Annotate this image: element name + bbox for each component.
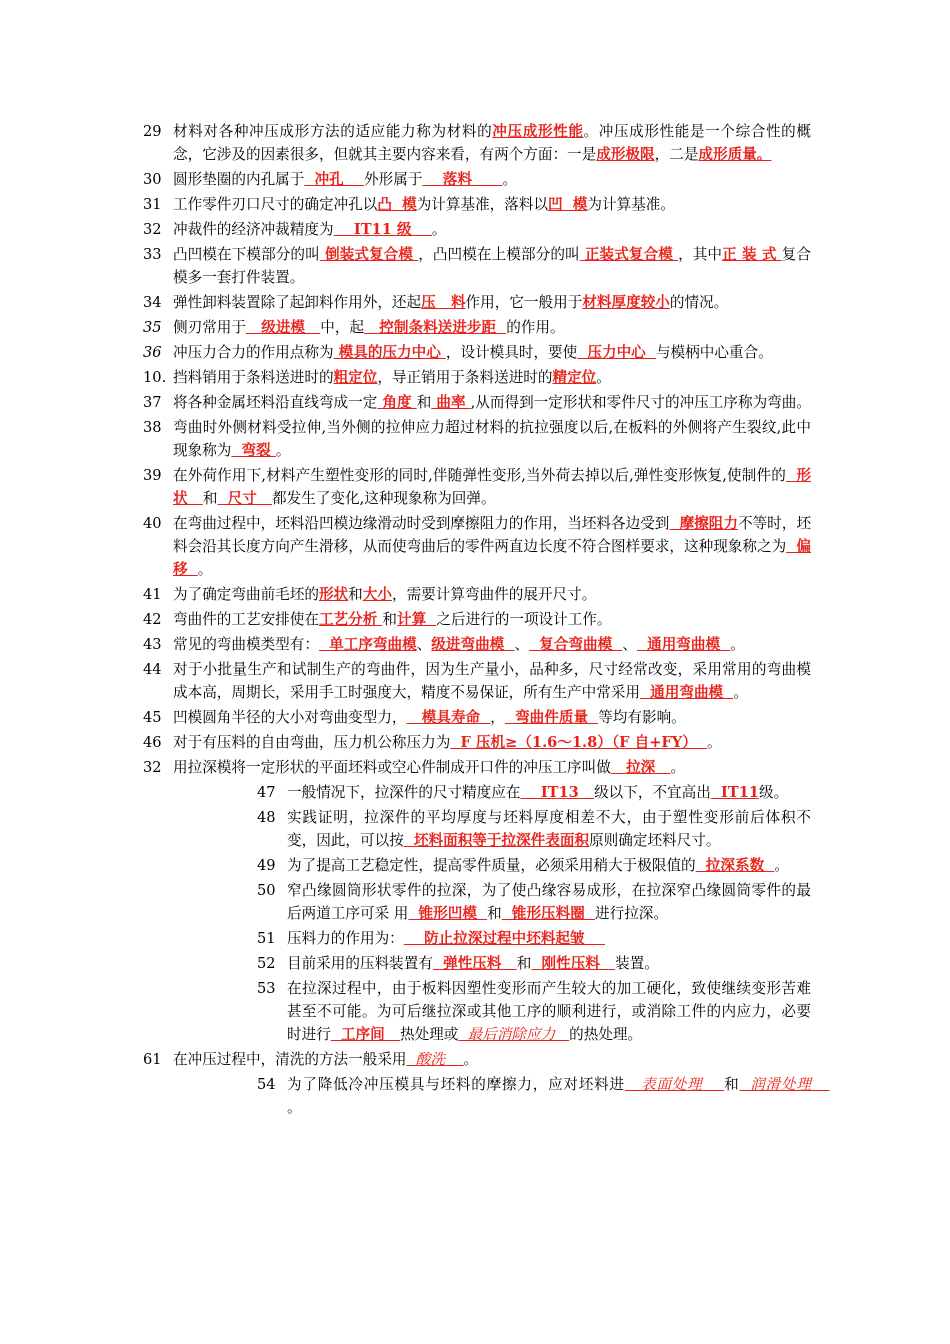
question-item bbox=[143, 706, 811, 729]
question-item bbox=[143, 243, 811, 289]
question-text: 和 bbox=[724, 1076, 740, 1093]
question-number: 34 bbox=[143, 294, 162, 311]
question-number: 48 bbox=[257, 809, 276, 826]
question-text: 、 bbox=[416, 636, 432, 653]
question-text: 。 bbox=[197, 561, 213, 578]
question-item bbox=[143, 291, 811, 314]
question-text: 。 bbox=[670, 759, 686, 776]
question-item bbox=[143, 464, 811, 510]
question-number: 30 bbox=[143, 171, 162, 188]
answer-blank: 冲压成形性能 bbox=[492, 123, 584, 140]
question-text: 凸凹模在下模部分的叫 bbox=[173, 246, 320, 263]
question-item bbox=[143, 731, 811, 754]
answer-blank: IT11 级 bbox=[333, 221, 432, 238]
question-text: 弯曲件的工艺安排使在 bbox=[173, 611, 319, 628]
question-number: 41 bbox=[143, 586, 162, 603]
question-item bbox=[143, 218, 811, 241]
question-text: 和 bbox=[516, 955, 532, 972]
answer-blank: 锥形凹模 bbox=[408, 905, 488, 922]
question-item bbox=[143, 120, 811, 166]
question-text: 的热处理。 bbox=[569, 1026, 643, 1043]
question-text: 进行拉深。 bbox=[595, 905, 668, 922]
answer-blank: 复合弯曲模 bbox=[529, 636, 623, 653]
question-text: 装置。 bbox=[615, 955, 659, 972]
question-text: 窄凸缘圆筒形状零件的拉深，为了使凸缘容易成形，在拉深窄凸缘圆筒零件的最后两道工序可采 用 bbox=[287, 882, 811, 922]
answer-blank: 刚性压料 bbox=[531, 955, 616, 972]
question-text: 不等时，坯料会沿其长度方向产生滑移，从而使弯曲后的零件两直边长度不符合图样要求，这种现象称之为 bbox=[173, 515, 811, 555]
question-item bbox=[143, 608, 811, 631]
answer-blank: IT13 bbox=[520, 784, 595, 801]
question-item bbox=[143, 168, 811, 191]
question-text: 。 bbox=[730, 636, 745, 653]
question-item bbox=[257, 927, 811, 950]
answer-blank: 坯料面积等于拉深件表面积 bbox=[403, 832, 590, 849]
question-item bbox=[143, 633, 811, 656]
question-text: 和 bbox=[487, 905, 502, 922]
question-text: 为计算基准。 bbox=[587, 196, 675, 213]
question-text: 与模柄中心重合。 bbox=[655, 344, 773, 361]
question-number: 10. bbox=[143, 369, 167, 386]
question-text: 的情况。 bbox=[669, 294, 729, 311]
question-item bbox=[257, 781, 811, 804]
question-item bbox=[143, 341, 811, 364]
question-number: 32 bbox=[143, 759, 162, 776]
answer-blank: 材料厚度较小 bbox=[582, 294, 670, 311]
question-text: 。 bbox=[463, 1051, 479, 1068]
answer-blank: 表面处理 bbox=[624, 1076, 725, 1093]
answer-blank: 级进弯曲模 bbox=[431, 636, 515, 653]
answer-blank: 工艺分析 bbox=[318, 611, 383, 628]
question-text: 材料对各种冲压成形方法的适应能力称为材料的 bbox=[173, 123, 493, 140]
question-number: 43 bbox=[143, 636, 162, 653]
answer-blank: 通用弯曲模 bbox=[640, 684, 734, 701]
question-item bbox=[143, 416, 811, 462]
question-text: 冲裁件的经济冲裁精度为 bbox=[173, 221, 334, 238]
question-text: 。 bbox=[706, 734, 722, 751]
question-text: 原则确定坯料尺寸。 bbox=[589, 832, 721, 849]
question-text: 。 bbox=[275, 442, 291, 459]
question-text: 凹模圆角半径的大小对弯曲变型力， bbox=[173, 709, 407, 726]
question-number: 35 bbox=[143, 319, 162, 336]
question-text: ,从而得到一定形状和零件尺寸的冲压工序称为弯曲。 bbox=[470, 394, 811, 411]
answer-blank: 摩擦阻力 bbox=[669, 515, 738, 532]
question-number: 31 bbox=[143, 196, 162, 213]
question-text: 目前采用的压料装置有 bbox=[287, 955, 433, 972]
answer-blank: 曲率 bbox=[431, 394, 471, 411]
question-number: 46 bbox=[143, 734, 162, 751]
question-text: 。 bbox=[431, 221, 447, 238]
answer-blank: 弹性压料 bbox=[432, 955, 517, 972]
answer-blank: 工序间 bbox=[330, 1026, 400, 1043]
question-text: 级以下，不宜高出 bbox=[594, 784, 711, 801]
question-text: 。 bbox=[733, 684, 748, 701]
question-text: 压料力的作用为： bbox=[287, 930, 404, 947]
question-text: 挡料销用于条料送进时的 bbox=[173, 369, 334, 386]
answer-blank: 形状 bbox=[318, 586, 349, 603]
question-text: 之后进行的一项设计工作。 bbox=[436, 611, 612, 628]
answer-blank: 凹 模 bbox=[548, 196, 588, 213]
question-number: 33 bbox=[143, 246, 162, 263]
question-number: 36 bbox=[143, 344, 162, 361]
question-text: 作用，它一般用于 bbox=[465, 294, 583, 311]
question-item bbox=[143, 316, 811, 339]
question-text: 。 bbox=[502, 171, 518, 188]
question-item bbox=[257, 952, 811, 975]
question-text: 弯曲时外侧材料受拉伸,当外侧的拉伸应力超过材料的抗拉强度以后,在板料的外侧将产生裂纹,此中现象称为 bbox=[173, 419, 811, 459]
question-text: 将各种金属坯料沿直线弯成一定 bbox=[173, 394, 378, 411]
question-item bbox=[143, 583, 811, 606]
question-text: 中，起 bbox=[320, 319, 365, 336]
question-text: 在弯曲过程中，坯料沿凹模边缘滑动时受到摩擦阻力的作用，当坯料各边受到 bbox=[173, 515, 670, 532]
question-text: ， bbox=[490, 709, 505, 726]
question-text: 。 bbox=[287, 1099, 302, 1116]
answer-blank: 锥形压料圈 bbox=[501, 905, 595, 922]
question-item bbox=[143, 391, 811, 414]
question-number: 32 bbox=[143, 221, 162, 238]
question-text: 和 bbox=[382, 611, 398, 628]
question-text: 侧刃常用于 bbox=[173, 319, 246, 336]
question-text: ，凸凹模在上模部分的叫 bbox=[418, 246, 580, 263]
answer-blank: 压 料 bbox=[421, 294, 466, 311]
question-text: 、 bbox=[514, 636, 530, 653]
question-text: 常见的弯曲模类型有： bbox=[173, 636, 319, 653]
answer-blank: 弯裂 bbox=[231, 442, 276, 459]
question-item bbox=[143, 756, 811, 779]
question-number: 39 bbox=[143, 467, 162, 484]
answer-blank: 计算 bbox=[397, 611, 437, 628]
answer-blank: 倒装式复合模 bbox=[319, 246, 419, 263]
question-number: 37 bbox=[143, 394, 162, 411]
question-text: 对于小批量生产和试制生产的弯曲件，因为生产量小，品种多，尺寸经常改变，采用常用的弯曲模成本高，周期长，采用手工时强度大，精度不易保证，所有生产中常采用 bbox=[173, 661, 811, 701]
question-text: 实践证明，拉深件的平均厚度与坯料厚度相差不大，由于塑性变形前后体积不变，因此，可以按 bbox=[287, 809, 811, 849]
answer-blank: 成形质量。 bbox=[698, 146, 772, 163]
answer-blank: 压力中心 bbox=[577, 344, 656, 361]
answer-blank: 单工序弯曲模 bbox=[318, 636, 417, 653]
question-item bbox=[257, 1073, 830, 1119]
answer-blank: 酸洗 bbox=[406, 1051, 464, 1068]
answer-blank: 润滑处理 bbox=[739, 1076, 830, 1093]
answer-blank: 防止拉深过程中坯料起皱 bbox=[403, 930, 605, 947]
question-text: ，其中 bbox=[678, 246, 723, 263]
question-text: ，需要计算弯曲件的展开尺寸。 bbox=[391, 586, 597, 603]
question-number: 29 bbox=[143, 123, 162, 140]
question-text: 的作用。 bbox=[506, 319, 565, 336]
question-item bbox=[257, 806, 811, 852]
question-item bbox=[257, 854, 811, 877]
question-text: 为了降低冷冲压模具与坯料的摩擦力，应对坯料进 bbox=[287, 1076, 625, 1093]
question-text: 。 bbox=[596, 369, 611, 386]
question-text: 冲压力合力的作用点称为 bbox=[173, 344, 334, 361]
answer-blank: 凸 模 bbox=[377, 196, 417, 213]
question-number: 54 bbox=[257, 1076, 276, 1093]
answer-blank: 通用弯曲模 bbox=[636, 636, 731, 653]
question-item bbox=[257, 879, 811, 925]
question-text: 对于有压料的自由弯曲，压力机公称压力为 bbox=[173, 734, 451, 751]
question-text: 。 bbox=[774, 857, 789, 874]
answer-blank: 角度 bbox=[377, 394, 417, 411]
question-text: 。冲压成形性能是一个综合性的概念，它涉及的因素很多，但就其主要内容来看，有两个方面：一是 bbox=[173, 123, 811, 163]
answer-blank: 形状 bbox=[173, 467, 811, 507]
answer-blank: 偏移 bbox=[173, 538, 811, 578]
question-number: 50 bbox=[257, 882, 276, 899]
answer-blank: 模具的压力中心 bbox=[333, 344, 446, 361]
answer-blank: 最后消除应力 bbox=[458, 1026, 570, 1043]
answer-blank: 正 装 式 bbox=[722, 246, 782, 263]
answer-blank: 精定位 bbox=[552, 369, 597, 386]
question-number: 61 bbox=[143, 1051, 162, 1068]
question-text: 、 bbox=[622, 636, 637, 653]
answer-blank: 模具寿命 bbox=[406, 709, 491, 726]
answer-blank: 粗定位 bbox=[333, 369, 378, 386]
question-number: 49 bbox=[257, 857, 276, 874]
answer-blank: 级进模 bbox=[245, 319, 321, 336]
question-text: 和 bbox=[348, 586, 363, 603]
question-number: 45 bbox=[143, 709, 162, 726]
answer-blank: 拉深系数 bbox=[695, 857, 775, 874]
answer-blank: 落料 bbox=[422, 171, 503, 188]
question-number: 42 bbox=[143, 611, 162, 628]
question-item bbox=[257, 977, 811, 1046]
question-text: 在冲压过程中，清洗的方法一般采用 bbox=[173, 1051, 407, 1068]
answer-blank: 尺寸 bbox=[217, 490, 273, 507]
question-text: 为计算基准，落料以 bbox=[416, 196, 549, 213]
question-text: 热处理或 bbox=[399, 1026, 459, 1043]
question-number: 47 bbox=[257, 784, 276, 801]
question-text: ，导正销用于条料送进时的 bbox=[377, 369, 553, 386]
answer-blank: 正装式复合模 bbox=[579, 246, 679, 263]
question-number: 44 bbox=[143, 661, 162, 678]
question-text: 工作零件刃口尺寸的确定冲孔以 bbox=[173, 196, 378, 213]
answer-blank: 控制条料送进步距 bbox=[364, 319, 507, 336]
question-text: 在外荷作用下,材料产生塑性变形的同时,伴随弹性变形,当外荷去掉以后,弹性变形恢复,使制件的 bbox=[173, 467, 786, 484]
question-text: ，设计模具时，要使 bbox=[445, 344, 578, 361]
question-item bbox=[143, 366, 811, 389]
answer-blank: 冲孔 bbox=[304, 171, 365, 188]
question-text: 用拉深模将一定形状的平面坯料或空心件制成开口件的冲压工序叫做 bbox=[173, 759, 611, 776]
question-text: 弹性卸料装置除了起卸料作用外，还起 bbox=[173, 294, 422, 311]
question-text: 为了确定弯曲前毛坯的 bbox=[173, 586, 319, 603]
question-item bbox=[143, 1048, 811, 1071]
question-text: 都发生了变化,这种现象称为回弹。 bbox=[272, 490, 496, 507]
question-text: 复合模多一套打件装置。 bbox=[173, 246, 811, 286]
question-number: 40 bbox=[143, 515, 162, 532]
question-text: 在拉深过程中，由于板料因塑性变形而产生较大的加工硬化，致使继续变形苦难甚至不可能。为可后继拉深或其他工序的顺利进行，或消除工件的内应力，必要时进行 bbox=[287, 980, 811, 1043]
document-body bbox=[143, 120, 830, 1121]
question-text: ，二是 bbox=[654, 146, 699, 163]
question-text: 圆形垫圈的内孔属于 bbox=[173, 171, 305, 188]
question-number: 51 bbox=[257, 930, 276, 947]
question-item bbox=[143, 512, 811, 581]
answer-blank: 弯曲件质量 bbox=[504, 709, 599, 726]
question-text: 外形属于 bbox=[364, 171, 423, 188]
question-text: 和 bbox=[202, 490, 218, 507]
question-item bbox=[143, 658, 811, 704]
question-number: 53 bbox=[257, 980, 276, 997]
question-text: 级。 bbox=[759, 784, 789, 801]
answer-blank: F 压机≥（1.6～1.8）（F 自+FY） bbox=[450, 734, 707, 751]
question-text: 和 bbox=[416, 394, 432, 411]
question-number: 38 bbox=[143, 419, 162, 436]
answer-blank: IT11 bbox=[710, 784, 760, 801]
answer-blank: 拉深 bbox=[610, 759, 671, 776]
answer-blank: 成形极限 bbox=[596, 146, 655, 163]
question-text: 一般情况下，拉深件的尺寸精度应在 bbox=[287, 784, 521, 801]
question-number: 52 bbox=[257, 955, 276, 972]
answer-blank: 大小 bbox=[362, 586, 392, 603]
question-text: 等均有影响。 bbox=[598, 709, 686, 726]
question-text: 为了提高工艺稳定性，提高零件质量，必须采用稍大于极限值的 bbox=[287, 857, 696, 874]
question-item bbox=[143, 193, 811, 216]
